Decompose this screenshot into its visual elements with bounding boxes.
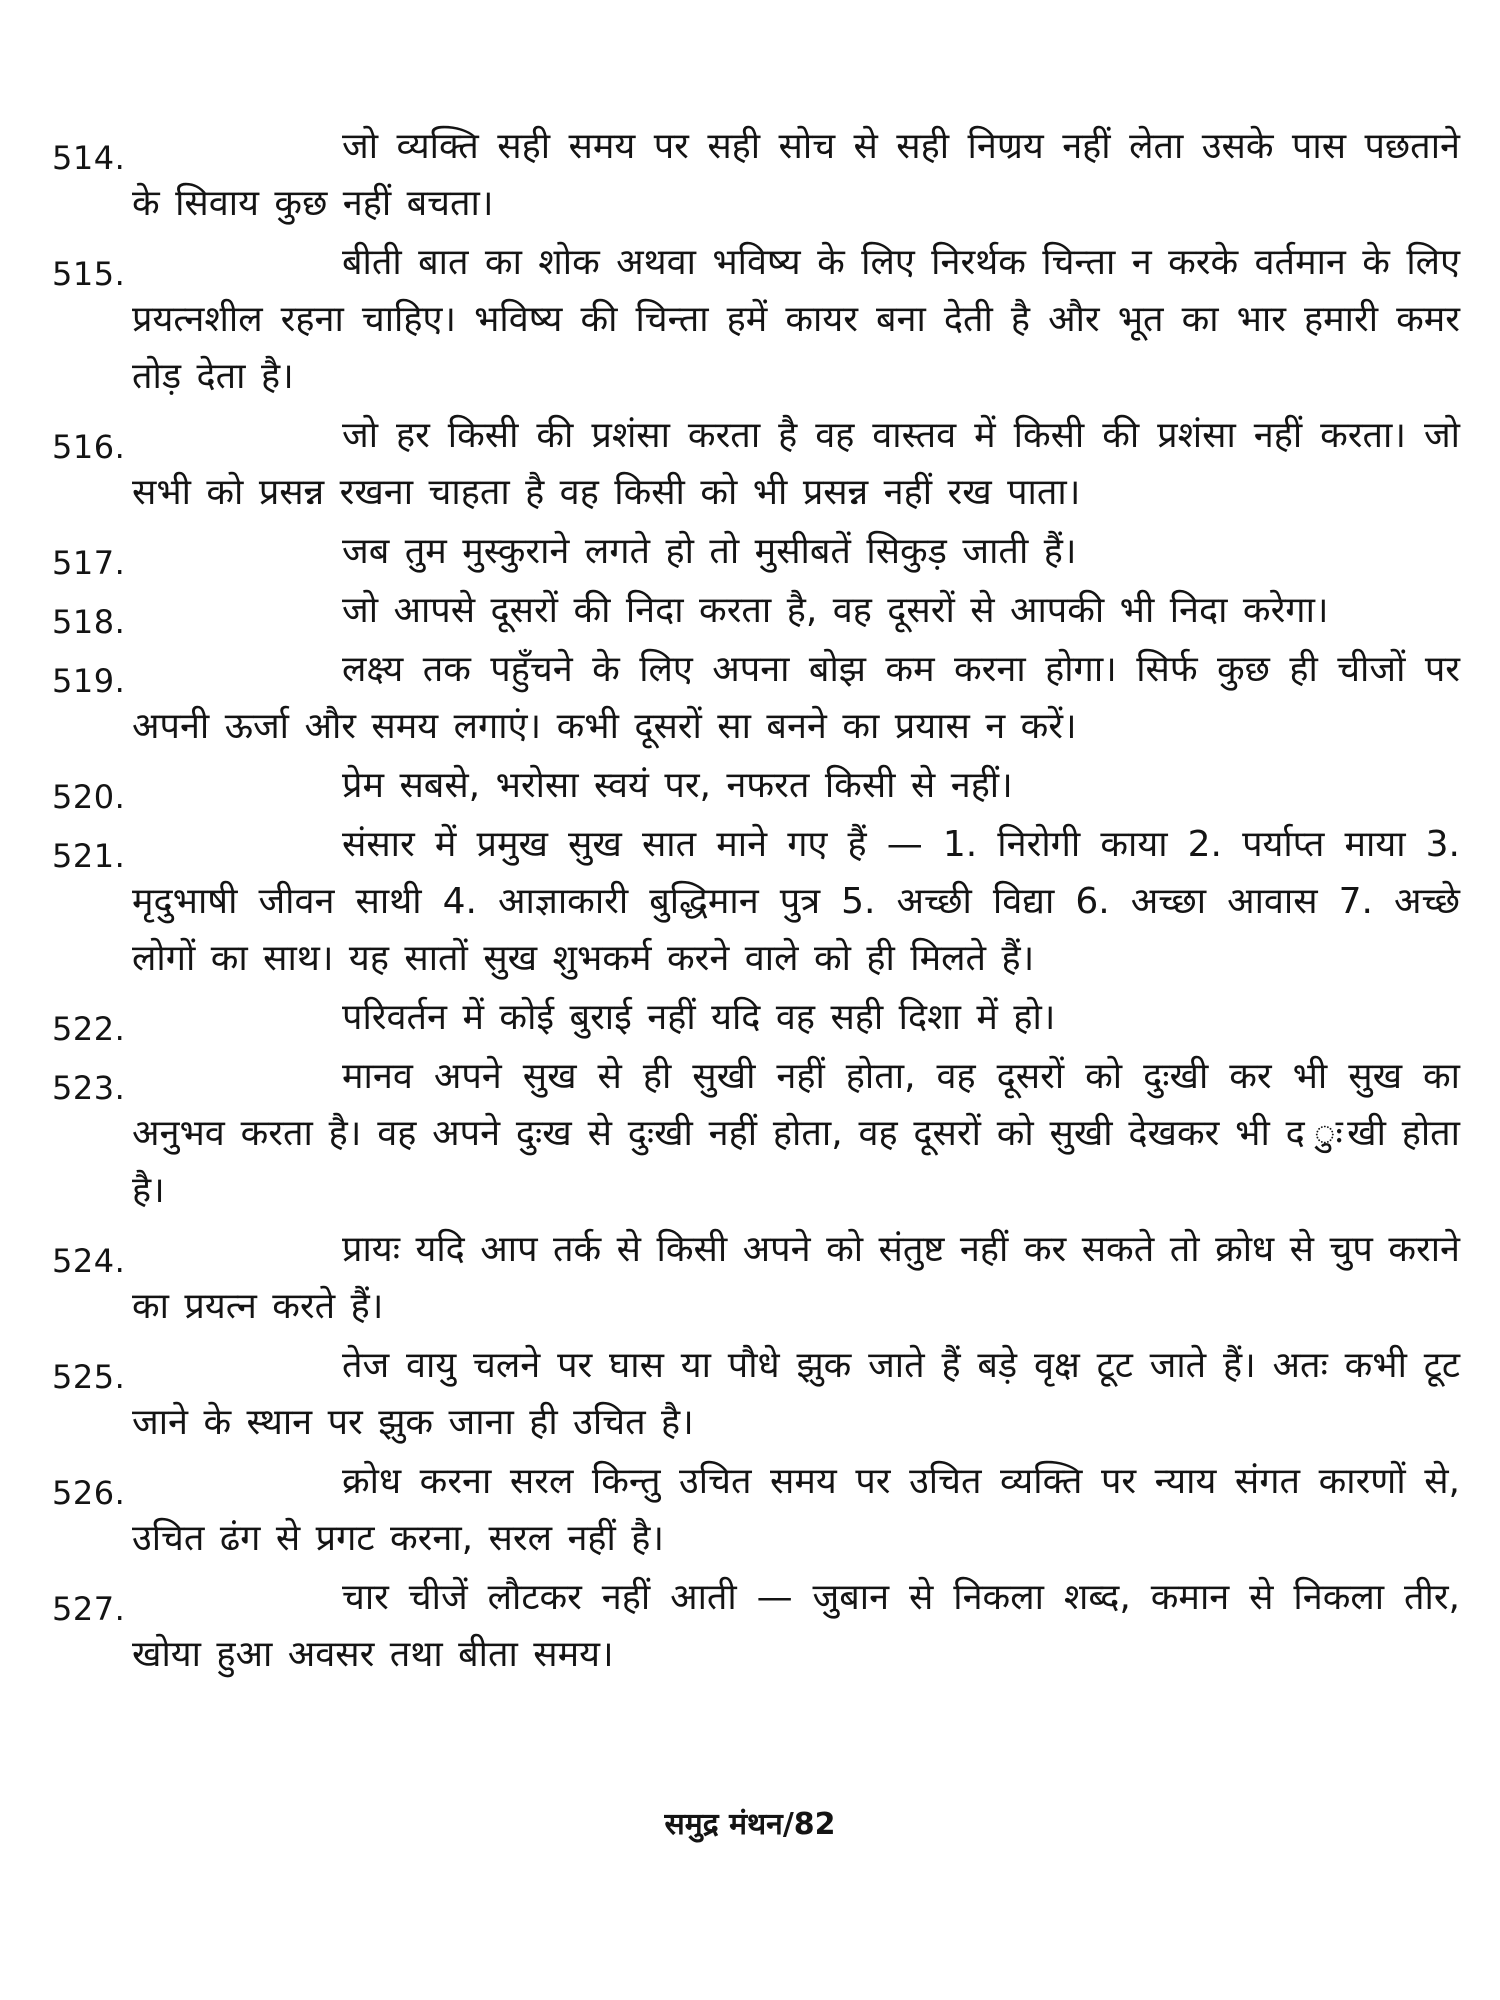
entry-527 [52, 1569, 1460, 1683]
entry-text: तेज वायु चलने पर घास या पौधे झुक जाते हैं बड़े वृक्ष टूट जाते हैं। अतः कभी टूट जाने के स्थान पर झुक जाना ही उचित है। [132, 1345, 1460, 1443]
entry-number: 526. [52, 1474, 126, 1512]
entry-text: मानव अपने सुख से ही सुखी नहीं होता, वह दूसरों को दुःखी कर भी सुख का अनुभव करता है। वह अपने दुःख से दुःखी नहीं होता, वह दूसरों को सुखी देखकर भी द ुःखी होता है। [132, 1056, 1460, 1211]
entry-text: संसार में प्रमुख सुख सात माने गए हैं — 1. निरोगी काया 2. पर्याप्त माया 3. मृदुभाषी जीवन साथी 4. आज्ञाकारी बुद्धिमान पुत्र 5. अच्छी विद्या 6. अच्छा आवास 7. अच्छे लोगों का साथ। यह सातों सुख शुभकर्म करने वाले को ही मिलते हैं। [132, 824, 1460, 979]
entry-number: 521. [52, 837, 126, 875]
entry-520 [52, 757, 1460, 814]
entry-number: 516. [52, 428, 126, 466]
entry-number: 520. [52, 778, 126, 816]
entry-number: 525. [52, 1358, 126, 1396]
entry-text: जो हर किसी की प्रशंसा करता है वह वास्तव में किसी की प्रशंसा नहीं करता। जो सभी को प्रसन्न रखना चाहता है वह किसी को भी प्रसन्न नहीं रख पाता। [132, 415, 1460, 513]
entry-text: जो आपसे दूसरों की निदा करता है, वह दूसरों से आपकी भी निदा करेगा। [342, 590, 1329, 631]
entry-516 [52, 407, 1460, 521]
entry-524 [52, 1221, 1460, 1335]
entry-517 [52, 523, 1460, 580]
entry-522 [52, 989, 1460, 1046]
entry-521 [52, 816, 1460, 987]
entry-text: प्रेम सबसे, भरोसा स्वयं पर, नफरत किसी से नहीं। [342, 765, 1013, 806]
entry-text: जब तुम मुस्कुराने लगते हो तो मुसीबतें सिकुड़ जाती हैं। [342, 531, 1077, 572]
entry-text: परिवर्तन में कोई बुराई नहीं यदि वह सही दिशा में हो। [342, 997, 1056, 1038]
entry-515 [52, 234, 1460, 405]
entry-text: बीती बात का शोक अथवा भविष्य के लिए निरर्थक चिन्ता न करके वर्तमान के लिए प्रयत्नशील रहना चाहिए। भविष्य की चिन्ता हमें कायर बना देती है और भूत का भार हमारी कमर तोड़ देता है। [132, 242, 1460, 397]
entry-number: 527. [52, 1590, 126, 1628]
entry-number: 519. [52, 662, 126, 700]
entry-525 [52, 1337, 1460, 1451]
entry-514 [52, 118, 1460, 232]
entry-518 [52, 582, 1460, 639]
entry-text: क्रोध करना सरल किन्तु उचित समय पर उचित व्यक्ति पर न्याय संगत कारणों से, उचित ढंग से प्रगट करना, सरल नहीं है। [132, 1461, 1460, 1559]
entry-number: 523. [52, 1069, 126, 1107]
entry-number: 517. [52, 544, 126, 582]
page-footer: समुद्र मंथन/82 [664, 1807, 836, 1842]
entry-number: 522. [52, 1010, 126, 1048]
entry-number: 518. [52, 603, 126, 641]
entry-text: जो व्यक्ति सही समय पर सही सोच से सही निण्रय नहीं लेता उसके पास पछताने के सिवाय कुछ नहीं बचता। [132, 126, 1460, 224]
entry-number: 515. [52, 255, 126, 293]
entry-519 [52, 641, 1460, 755]
entry-text: प्रायः यदि आप तर्क से किसी अपने को संतुष्ट नहीं कर सकते तो क्रोध से चुप कराने का प्रयत्न करते हैं। [132, 1229, 1460, 1327]
entry-number: 514. [52, 139, 126, 177]
entry-text: लक्ष्य तक पहुँचने के लिए अपना बोझ कम करना होगा। सिर्फ कुछ ही चीजों पर अपनी ऊर्जा और समय लगाएं। कभी दूसरों सा बनने का प्रयास न करें। [132, 649, 1460, 747]
entry-text: चार चीजें लौटकर नहीं आती — जुबान से निकला शब्द, कमान से निकला तीर, खोया हुआ अवसर तथा बीता समय। [132, 1577, 1460, 1675]
entry-523 [52, 1048, 1460, 1219]
entry-526 [52, 1453, 1460, 1567]
entry-number: 524. [52, 1242, 126, 1280]
